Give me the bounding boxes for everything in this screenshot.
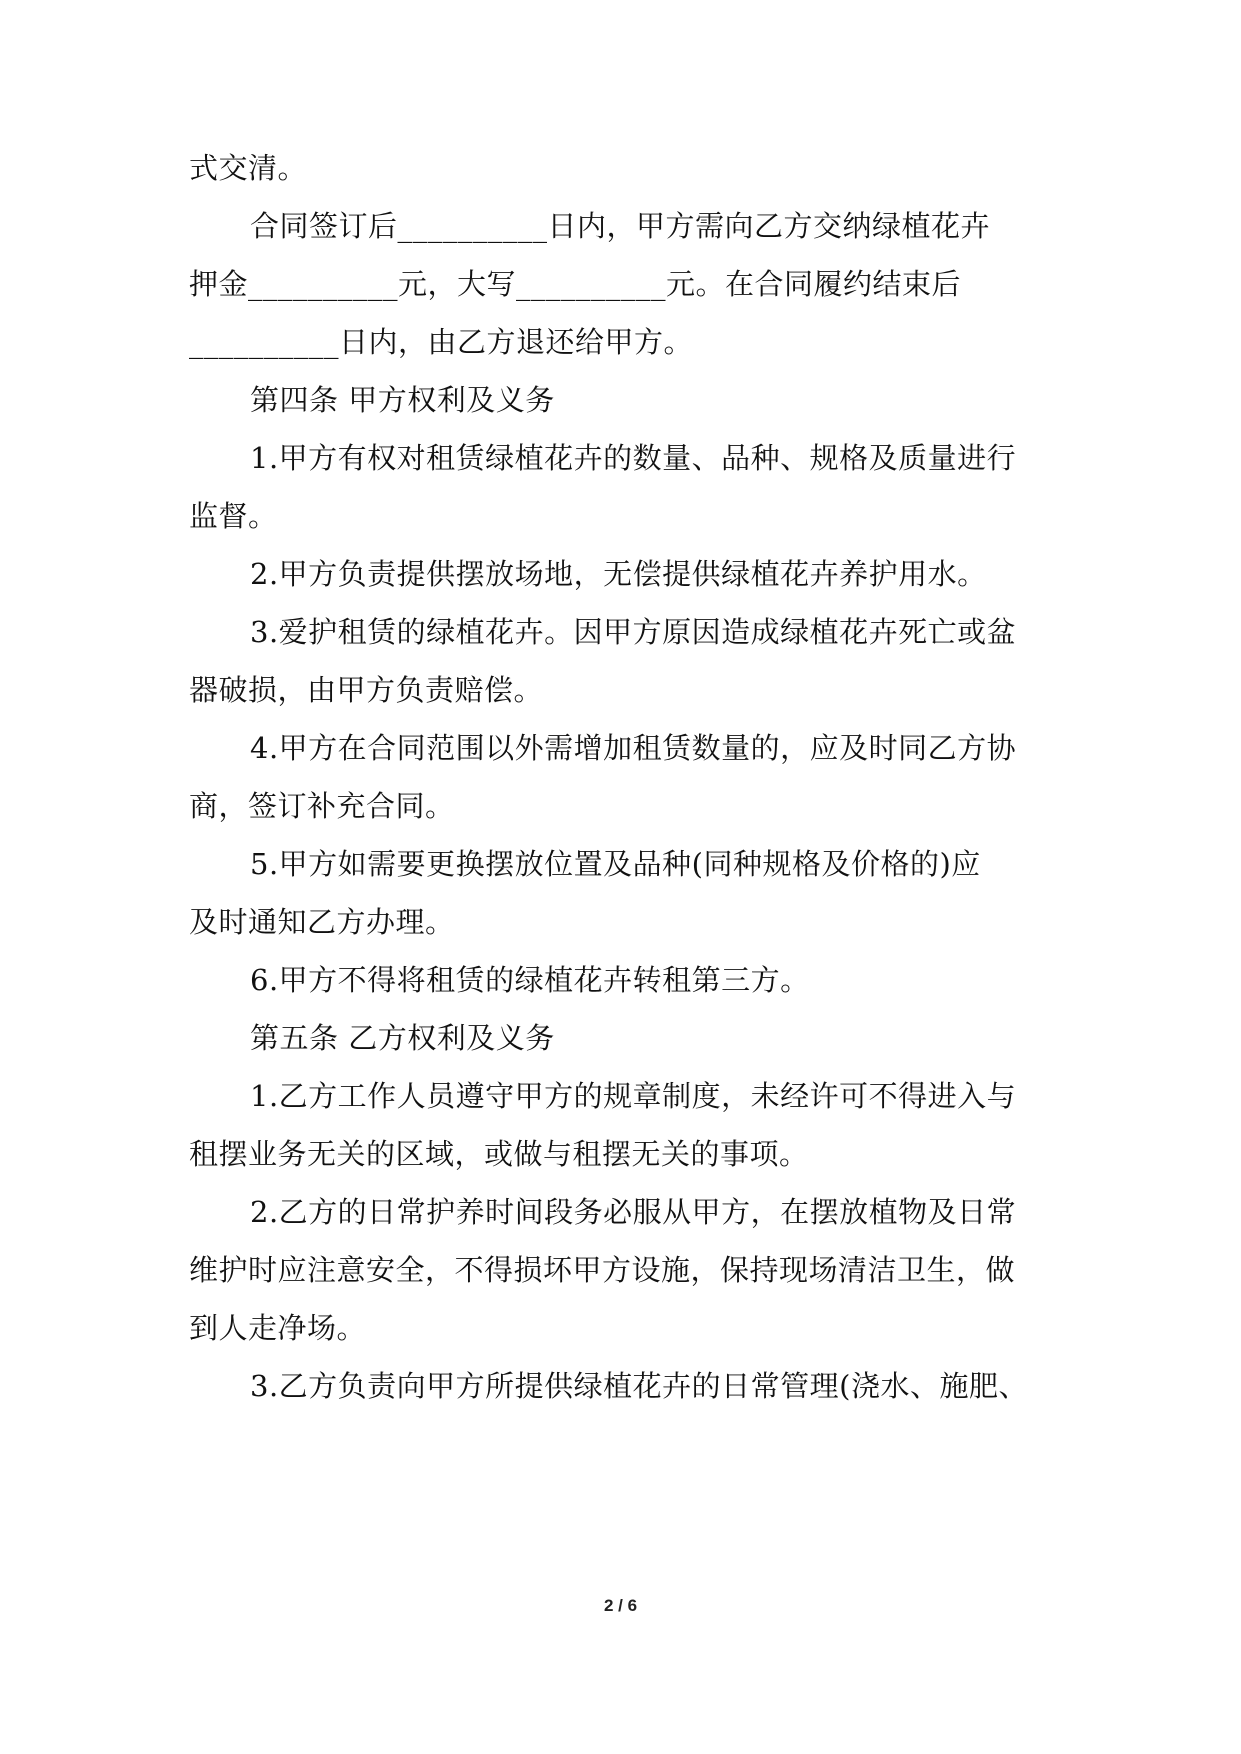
text-line: 式交清。	[189, 151, 308, 185]
text-line: 4.甲方在合同范围以外需增加租赁数量的，应及时同乙方协	[250, 731, 1017, 765]
text-line: 1.乙方工作人员遵守甲方的规章制度，未经许可不得进入与	[250, 1079, 1017, 1113]
text-line: 2.乙方的日常护养时间段务必服从甲方，在摆放植物及日常	[250, 1195, 1017, 1229]
text-line: 6.甲方不得将租赁的绿植花卉转租第三方。	[250, 963, 810, 997]
text-line: 商，签订补充合同。	[189, 789, 455, 823]
text-line: 2.甲方负责提供摆放场地，无偿提供绿植花卉养护用水。	[250, 557, 987, 591]
text-line: 3.爱护租赁的绿植花卉。因甲方原因造成绿植花卉死亡或盆	[250, 615, 1017, 649]
text-line: 器破损，由甲方负责赔偿。	[189, 673, 544, 707]
text-line: 监督。	[189, 499, 278, 533]
text-line: 租摆业务无关的区域，或做与租摆无关的事项。	[189, 1137, 809, 1171]
text-line: 5.甲方如需要更换摆放位置及品种(同种规格及价格的)应	[250, 847, 981, 881]
section-heading: 第五条 乙方权利及义务	[250, 1021, 555, 1055]
text-line: 1.甲方有权对租赁绿植花卉的数量、品种、规格及质量进行	[250, 441, 1017, 475]
text-line: 合同签订后__________日内，甲方需向乙方交纳绿植花卉	[250, 209, 991, 243]
text-line: 押金__________元，大写__________元。在合同履约结束后	[189, 267, 962, 301]
text-line: 维护时应注意安全，不得损坏甲方设施，保持现场清洁卫生，做	[189, 1253, 1016, 1287]
page-number: 2 / 6	[603, 1596, 638, 1615]
text-line: 3.乙方负责向甲方所提供绿植花卉的日常管理(浇水、施肥、	[250, 1369, 1028, 1403]
text-line: 及时通知乙方办理。	[189, 905, 455, 939]
text-line: __________日内，由乙方退还给甲方。	[189, 325, 694, 359]
text-line: 到人走净场。	[189, 1311, 367, 1345]
section-heading: 第四条 甲方权利及义务	[250, 383, 555, 417]
